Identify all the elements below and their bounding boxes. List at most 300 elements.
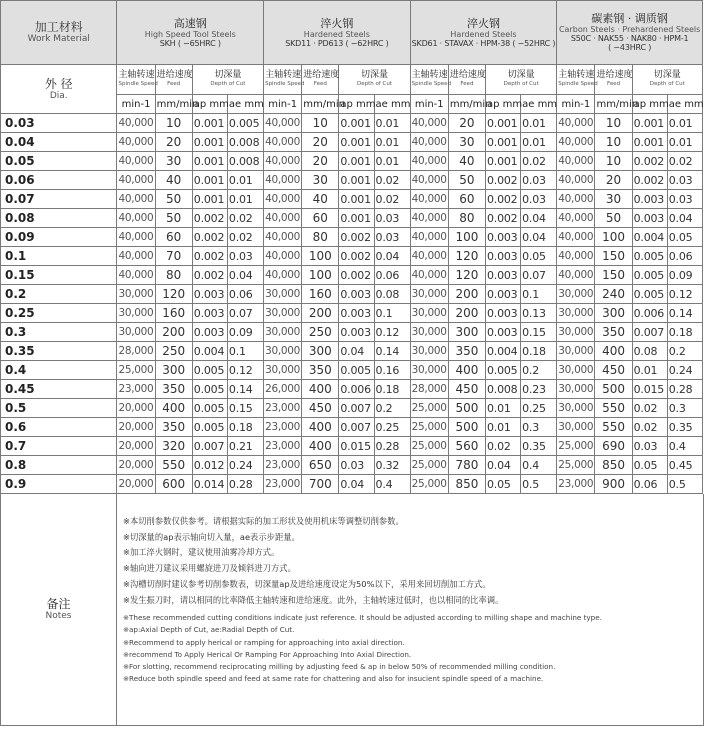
- spindle-cell: 23,000: [117, 380, 155, 399]
- material-header-row: [1, 1, 703, 65]
- ap-cell: 0.001: [485, 114, 520, 133]
- feed-cell: 10: [302, 114, 339, 133]
- spindle-cell: 25,000: [410, 475, 448, 494]
- feed-cell: 80: [448, 209, 485, 228]
- ae-cell: 0.5: [667, 475, 702, 494]
- ae-cell: 0.24: [667, 361, 702, 380]
- table-row: [1, 114, 703, 133]
- material-en: Carbon Steels · Prehardened Steels: [558, 25, 701, 34]
- ap-cell: 0.005: [632, 266, 667, 285]
- feed-cell: 550: [595, 399, 632, 418]
- ae-cell: 0.12: [667, 285, 702, 304]
- spindle-cell: 40,000: [410, 228, 448, 247]
- feed-cell: 10: [595, 152, 632, 171]
- spindle-cell: 40,000: [117, 133, 155, 152]
- spindle-cell: 20,000: [117, 399, 155, 418]
- feed-cell: 60: [302, 209, 339, 228]
- feed-cell: 10: [595, 114, 632, 133]
- spindle-cell: 30,000: [117, 285, 155, 304]
- depth-zh: 切深量: [653, 69, 681, 80]
- ae-cell: 0.18: [374, 380, 410, 399]
- ae-cell: 0.1: [227, 342, 263, 361]
- spindle-cell: 30,000: [264, 323, 302, 342]
- ap-cell: 0.003: [192, 285, 227, 304]
- spindle-en: Spindle Speed: [558, 80, 598, 87]
- ap-cell: 0.01: [485, 418, 520, 437]
- unit-ae: ae mm: [667, 95, 702, 114]
- feed-cell: 80: [155, 266, 192, 285]
- feed-zh: 进给速度: [596, 69, 633, 80]
- ae-cell: 0.01: [667, 114, 702, 133]
- ae-cell: 0.01: [521, 133, 557, 152]
- unit-spindle: min-1: [410, 95, 448, 114]
- spindle-cell: 30,000: [410, 304, 448, 323]
- feed-cell: 850: [448, 475, 485, 494]
- ap-cell: 0.006: [632, 304, 667, 323]
- feed-zh: 进给速度: [303, 69, 340, 80]
- ae-cell: 0.32: [374, 456, 410, 475]
- feed-header: [155, 65, 192, 95]
- note-en: ※For slotting, recommend reciprocating milling by adjusting feed & ap in below 50% of recommended milling condition.: [123, 662, 556, 672]
- material-hardened-52: [410, 1, 557, 65]
- ap-cell: 0.014: [192, 475, 227, 494]
- table-row: [1, 304, 703, 323]
- ae-cell: 0.18: [521, 342, 557, 361]
- ae-cell: 0.03: [374, 228, 410, 247]
- ae-cell: 0.45: [667, 456, 702, 475]
- ae-cell: 0.05: [521, 247, 557, 266]
- spindle-cell: 30,000: [264, 304, 302, 323]
- feed-zh: 进给速度: [156, 69, 193, 80]
- feed-cell: 350: [595, 323, 632, 342]
- note-zh: ※切深量的ap表示轴向切入量，ae表示步距量。: [123, 531, 300, 542]
- depth-en: Depth of Cut: [649, 80, 685, 87]
- ap-cell: 0.02: [632, 399, 667, 418]
- dia-cell: 0.5: [1, 399, 117, 418]
- spindle-cell: 40,000: [410, 247, 448, 266]
- spindle-cell: 40,000: [410, 190, 448, 209]
- parameter-header-row: [1, 65, 703, 95]
- feed-cell: 30: [448, 133, 485, 152]
- table-row: [1, 171, 703, 190]
- ae-cell: 0.01: [521, 114, 557, 133]
- dia-cell: 0.06: [1, 171, 117, 190]
- feed-cell: 400: [302, 418, 339, 437]
- note-zh: ※本切削参数仅供参考。请根据实际的加工形状及使用机床等调整切削参数。: [123, 516, 404, 526]
- feed-cell: 550: [595, 418, 632, 437]
- notes-label-zh: 备注: [46, 596, 71, 611]
- spindle-cell: 30,000: [557, 399, 595, 418]
- ap-cell: 0.007: [339, 418, 374, 437]
- spindle-cell: 40,000: [410, 171, 448, 190]
- ae-cell: 0.02: [227, 209, 263, 228]
- material-zh: 淬火钢: [320, 16, 354, 30]
- material-carbon: [557, 1, 703, 65]
- table-row: [1, 209, 703, 228]
- dia-cell: 0.08: [1, 209, 117, 228]
- ap-cell: 0.001: [192, 133, 227, 152]
- unit-ap: ap mm: [339, 95, 374, 114]
- ae-cell: 0.3: [521, 418, 557, 437]
- dia-cell: 0.4: [1, 361, 117, 380]
- ae-cell: 0.03: [667, 171, 702, 190]
- depth-of-cut-header: [485, 65, 556, 95]
- feed-cell: 650: [302, 456, 339, 475]
- ap-cell: 0.002: [192, 228, 227, 247]
- feed-cell: 850: [595, 456, 632, 475]
- table-row: [1, 323, 703, 342]
- feed-cell: 160: [302, 285, 339, 304]
- dia-cell: 0.03: [1, 114, 117, 133]
- feed-cell: 100: [302, 266, 339, 285]
- feed-cell: 600: [155, 475, 192, 494]
- dia-cell: 0.2: [1, 285, 117, 304]
- feed-cell: 300: [448, 323, 485, 342]
- ae-cell: 0.14: [227, 380, 263, 399]
- spindle-cell: 23,000: [264, 437, 302, 456]
- spindle-cell: 25,000: [410, 437, 448, 456]
- spindle-zh: 主轴转速: [411, 69, 448, 80]
- feed-cell: 100: [595, 228, 632, 247]
- work-material-zh: 加工材料: [34, 20, 83, 34]
- ae-cell: 0.01: [667, 133, 702, 152]
- unit-feed: mm/min: [302, 95, 339, 114]
- spindle-cell: 20,000: [117, 456, 155, 475]
- unit-feed: mm/min: [448, 95, 485, 114]
- ap-cell: 0.04: [485, 456, 520, 475]
- spindle-cell: 40,000: [264, 247, 302, 266]
- ae-cell: 0.25: [374, 418, 410, 437]
- ae-cell: 0.2: [521, 361, 557, 380]
- table-row: [1, 342, 703, 361]
- spindle-cell: 25,000: [410, 456, 448, 475]
- ae-cell: 0.02: [374, 190, 410, 209]
- ae-cell: 0.03: [227, 247, 263, 266]
- ae-cell: 0.09: [667, 266, 702, 285]
- note-zh: ※沟槽切削时建议参考切削参数表，切深量ap及进给速度设定为50%以下，采用来回切削加工方式。: [123, 578, 491, 589]
- ae-cell: 0.1: [374, 304, 410, 323]
- table-row: [1, 152, 703, 171]
- ap-cell: 0.002: [485, 190, 520, 209]
- feed-cell: 20: [595, 171, 632, 190]
- feed-cell: 200: [448, 304, 485, 323]
- work-material-en: Work Material: [27, 34, 90, 44]
- feed-cell: 50: [155, 190, 192, 209]
- ae-cell: 0.3: [667, 399, 702, 418]
- ae-cell: 0.03: [374, 209, 410, 228]
- feed-cell: 250: [155, 342, 192, 361]
- ap-cell: 0.002: [192, 209, 227, 228]
- spindle-cell: 40,000: [264, 171, 302, 190]
- material-hardened-62: [264, 1, 411, 65]
- spindle-speed-header: [264, 65, 305, 95]
- ae-cell: 0.14: [667, 304, 702, 323]
- spindle-cell: 30,000: [557, 342, 595, 361]
- unit-ap: ap mm: [485, 95, 520, 114]
- ap-cell: 0.008: [485, 380, 520, 399]
- ap-cell: 0.08: [632, 342, 667, 361]
- ap-cell: 0.005: [485, 361, 520, 380]
- spindle-cell: 30,000: [410, 323, 448, 342]
- ae-cell: 0.06: [227, 285, 263, 304]
- feed-cell: 500: [448, 418, 485, 437]
- spindle-cell: 40,000: [117, 190, 155, 209]
- dia-cell: 0.9: [1, 475, 117, 494]
- ap-cell: 0.015: [632, 380, 667, 399]
- ap-cell: 0.005: [632, 247, 667, 266]
- ae-cell: 0.06: [374, 266, 410, 285]
- spindle-zh: 主轴转速: [118, 69, 155, 80]
- unit-spindle: min-1: [264, 95, 302, 114]
- ap-cell: 0.01: [632, 361, 667, 380]
- ap-cell: 0.003: [485, 266, 520, 285]
- spindle-cell: 26,000: [264, 380, 302, 399]
- notes-label-en: Notes: [45, 610, 72, 621]
- ae-cell: 0.02: [374, 171, 410, 190]
- note-zh: ※加工淬火钢时，建议使用油雾冷却方式。: [123, 547, 280, 558]
- material-hss: [117, 1, 264, 65]
- note-en: ※These recommended cutting conditions indicate just reference. It should be adjusted according to milling shape and machine type.: [123, 613, 602, 623]
- ae-cell: 0.03: [521, 190, 557, 209]
- dia-cell: 0.7: [1, 437, 117, 456]
- ap-cell: 0.003: [485, 304, 520, 323]
- spindle-cell: 30,000: [557, 380, 595, 399]
- ae-cell: 0.02: [667, 152, 702, 171]
- ap-cell: 0.002: [632, 171, 667, 190]
- ae-cell: 0.008: [227, 133, 263, 152]
- ae-cell: 0.18: [667, 323, 702, 342]
- ap-cell: 0.007: [192, 437, 227, 456]
- material-grade-2: ( ∽43HRC ): [608, 43, 652, 52]
- ap-cell: 0.005: [339, 361, 374, 380]
- ap-cell: 0.003: [485, 247, 520, 266]
- ae-cell: 0.06: [667, 247, 702, 266]
- ap-cell: 0.001: [339, 152, 374, 171]
- feed-cell: 550: [155, 456, 192, 475]
- feed-header: [595, 65, 632, 95]
- spindle-cell: 30,000: [410, 361, 448, 380]
- ap-cell: 0.001: [192, 190, 227, 209]
- feed-cell: 240: [595, 285, 632, 304]
- ap-cell: 0.003: [632, 190, 667, 209]
- spindle-speed-header: [410, 65, 452, 95]
- dia-cell: 0.45: [1, 380, 117, 399]
- feed-cell: 400: [302, 437, 339, 456]
- feed-cell: 60: [155, 228, 192, 247]
- feed-cell: 690: [595, 437, 632, 456]
- ap-cell: 0.01: [485, 399, 520, 418]
- feed-cell: 350: [302, 361, 339, 380]
- feed-cell: 400: [155, 399, 192, 418]
- ap-cell: 0.001: [632, 114, 667, 133]
- ae-cell: 0.13: [521, 304, 557, 323]
- ap-cell: 0.005: [192, 418, 227, 437]
- dia-cell: 0.1: [1, 247, 117, 266]
- ap-cell: 0.001: [192, 152, 227, 171]
- ap-cell: 0.002: [339, 247, 374, 266]
- spindle-cell: 40,000: [410, 152, 448, 171]
- ae-cell: 0.23: [521, 380, 557, 399]
- feed-en: Feed: [313, 80, 327, 87]
- ap-cell: 0.02: [632, 418, 667, 437]
- ap-cell: 0.006: [339, 380, 374, 399]
- spindle-zh: 主轴转速: [265, 69, 302, 80]
- table-row: [1, 399, 703, 418]
- ae-cell: 0.2: [374, 399, 410, 418]
- spindle-cell: 40,000: [117, 228, 155, 247]
- feed-cell: 50: [595, 209, 632, 228]
- ae-cell: 0.12: [227, 361, 263, 380]
- ap-cell: 0.004: [192, 342, 227, 361]
- ae-cell: 0.01: [374, 114, 410, 133]
- feed-cell: 40: [448, 152, 485, 171]
- material-zh: 碳素钢 · 调质钢: [591, 12, 668, 25]
- spindle-cell: 40,000: [557, 209, 595, 228]
- feed-cell: 300: [155, 361, 192, 380]
- dia-cell: 0.8: [1, 456, 117, 475]
- dia-cell: 0.3: [1, 323, 117, 342]
- depth-zh: 切深量: [361, 69, 389, 80]
- ap-cell: 0.002: [192, 247, 227, 266]
- spindle-cell: 30,000: [557, 418, 595, 437]
- spindle-cell: 30,000: [557, 285, 595, 304]
- ae-cell: 0.04: [667, 209, 702, 228]
- ap-cell: 0.03: [339, 456, 374, 475]
- note-zh: ※发生振刀时，请以相同的比率降低主轴转速和进给速度。此外，主轴转速过低时，也以相同的比率调。: [123, 594, 504, 605]
- feed-cell: 450: [302, 399, 339, 418]
- ae-cell: 0.01: [227, 190, 263, 209]
- ap-cell: 0.002: [339, 266, 374, 285]
- table-row: [1, 361, 703, 380]
- spindle-cell: 40,000: [410, 133, 448, 152]
- feed-cell: 400: [302, 380, 339, 399]
- unit-spindle: min-1: [557, 95, 595, 114]
- feed-cell: 300: [302, 342, 339, 361]
- note-en: ※Recommend to apply herical or ramping for approaching into axial direction.: [123, 637, 405, 647]
- ap-cell: 0.001: [339, 171, 374, 190]
- ae-cell: 0.21: [227, 437, 263, 456]
- feed-cell: 560: [448, 437, 485, 456]
- ae-cell: 0.18: [227, 418, 263, 437]
- feed-cell: 780: [448, 456, 485, 475]
- ae-cell: 0.09: [227, 323, 263, 342]
- ae-cell: 0.02: [227, 228, 263, 247]
- ae-cell: 0.28: [227, 475, 263, 494]
- feed-cell: 100: [302, 247, 339, 266]
- ap-cell: 0.05: [632, 456, 667, 475]
- unit-ap: ap mm: [192, 95, 227, 114]
- spindle-en: Spindle Speed: [265, 80, 305, 87]
- ap-cell: 0.002: [339, 228, 374, 247]
- ae-cell: 0.01: [374, 152, 410, 171]
- ap-cell: 0.005: [192, 361, 227, 380]
- material-grade: SKH ( ∽65HRC ): [159, 38, 221, 48]
- feed-cell: 30: [595, 190, 632, 209]
- ap-cell: 0.005: [192, 399, 227, 418]
- material-zh: 淬火钢: [466, 16, 500, 30]
- unit-feed: mm/min: [595, 95, 632, 114]
- spindle-cell: 40,000: [557, 266, 595, 285]
- feed-cell: 30: [302, 171, 339, 190]
- spindle-cell: 40,000: [117, 247, 155, 266]
- spindle-cell: 30,000: [557, 361, 595, 380]
- feed-cell: 900: [595, 475, 632, 494]
- table-row: [1, 247, 703, 266]
- feed-cell: 350: [155, 380, 192, 399]
- ap-cell: 0.003: [485, 323, 520, 342]
- ap-cell: 0.007: [632, 323, 667, 342]
- work-material-header: [1, 1, 117, 65]
- feed-cell: 80: [302, 228, 339, 247]
- feed-cell: 400: [595, 342, 632, 361]
- depth-en: Depth of Cut: [357, 80, 393, 87]
- depth-of-cut-header: [632, 65, 702, 95]
- ae-cell: 0.05: [667, 228, 702, 247]
- material-en: Hardened Steels: [450, 29, 517, 39]
- dia-cell: 0.35: [1, 342, 117, 361]
- spindle-cell: 23,000: [264, 418, 302, 437]
- feed-cell: 200: [155, 323, 192, 342]
- ap-cell: 0.001: [192, 171, 227, 190]
- ap-cell: 0.005: [192, 380, 227, 399]
- dia-en: Dia.: [49, 90, 68, 101]
- ap-cell: 0.005: [632, 285, 667, 304]
- table-row: [1, 475, 703, 494]
- spindle-cell: 40,000: [117, 171, 155, 190]
- spindle-cell: 40,000: [117, 114, 155, 133]
- feed-cell: 160: [155, 304, 192, 323]
- spindle-cell: 25,000: [557, 456, 595, 475]
- ae-cell: 0.24: [227, 456, 263, 475]
- ae-cell: 0.04: [521, 209, 557, 228]
- feed-cell: 450: [448, 380, 485, 399]
- depth-en: Depth of Cut: [210, 80, 246, 87]
- spindle-cell: 20,000: [117, 418, 155, 437]
- feed-cell: 500: [595, 380, 632, 399]
- ap-cell: 0.007: [339, 399, 374, 418]
- table-row: [1, 437, 703, 456]
- spindle-cell: 30,000: [117, 323, 155, 342]
- ae-cell: 0.02: [521, 152, 557, 171]
- spindle-cell: 40,000: [117, 266, 155, 285]
- spindle-cell: 28,000: [117, 342, 155, 361]
- ap-cell: 0.003: [192, 323, 227, 342]
- table-row: [1, 285, 703, 304]
- ap-cell: 0.015: [339, 437, 374, 456]
- note-en: ※Reduce both spindle speed and feed at same rate for chattering and also for insucient spindle speed of a machine.: [123, 674, 544, 684]
- spindle-cell: 40,000: [264, 209, 302, 228]
- material-grade: S50C · NAK55 · NAK80 · HPM-1: [570, 34, 689, 43]
- ae-cell: 0.005: [227, 114, 263, 133]
- feed-zh: 进给速度: [449, 69, 486, 80]
- dia-cell: 0.25: [1, 304, 117, 323]
- spindle-cell: 40,000: [264, 228, 302, 247]
- material-grade: SKD11 · PD613 ( ∽62HRC ): [285, 38, 389, 48]
- ap-cell: 0.001: [485, 133, 520, 152]
- ae-cell: 0.28: [374, 437, 410, 456]
- feed-en: Feed: [167, 80, 181, 87]
- feed-cell: 10: [155, 114, 192, 133]
- feed-cell: 100: [448, 228, 485, 247]
- ae-cell: 0.4: [667, 437, 702, 456]
- feed-cell: 60: [448, 190, 485, 209]
- ae-cell: 0.008: [227, 152, 263, 171]
- spindle-speed-header: [557, 65, 598, 95]
- dia-cell: 0.15: [1, 266, 117, 285]
- ae-cell: 0.12: [374, 323, 410, 342]
- ap-cell: 0.04: [339, 475, 374, 494]
- ap-cell: 0.001: [339, 209, 374, 228]
